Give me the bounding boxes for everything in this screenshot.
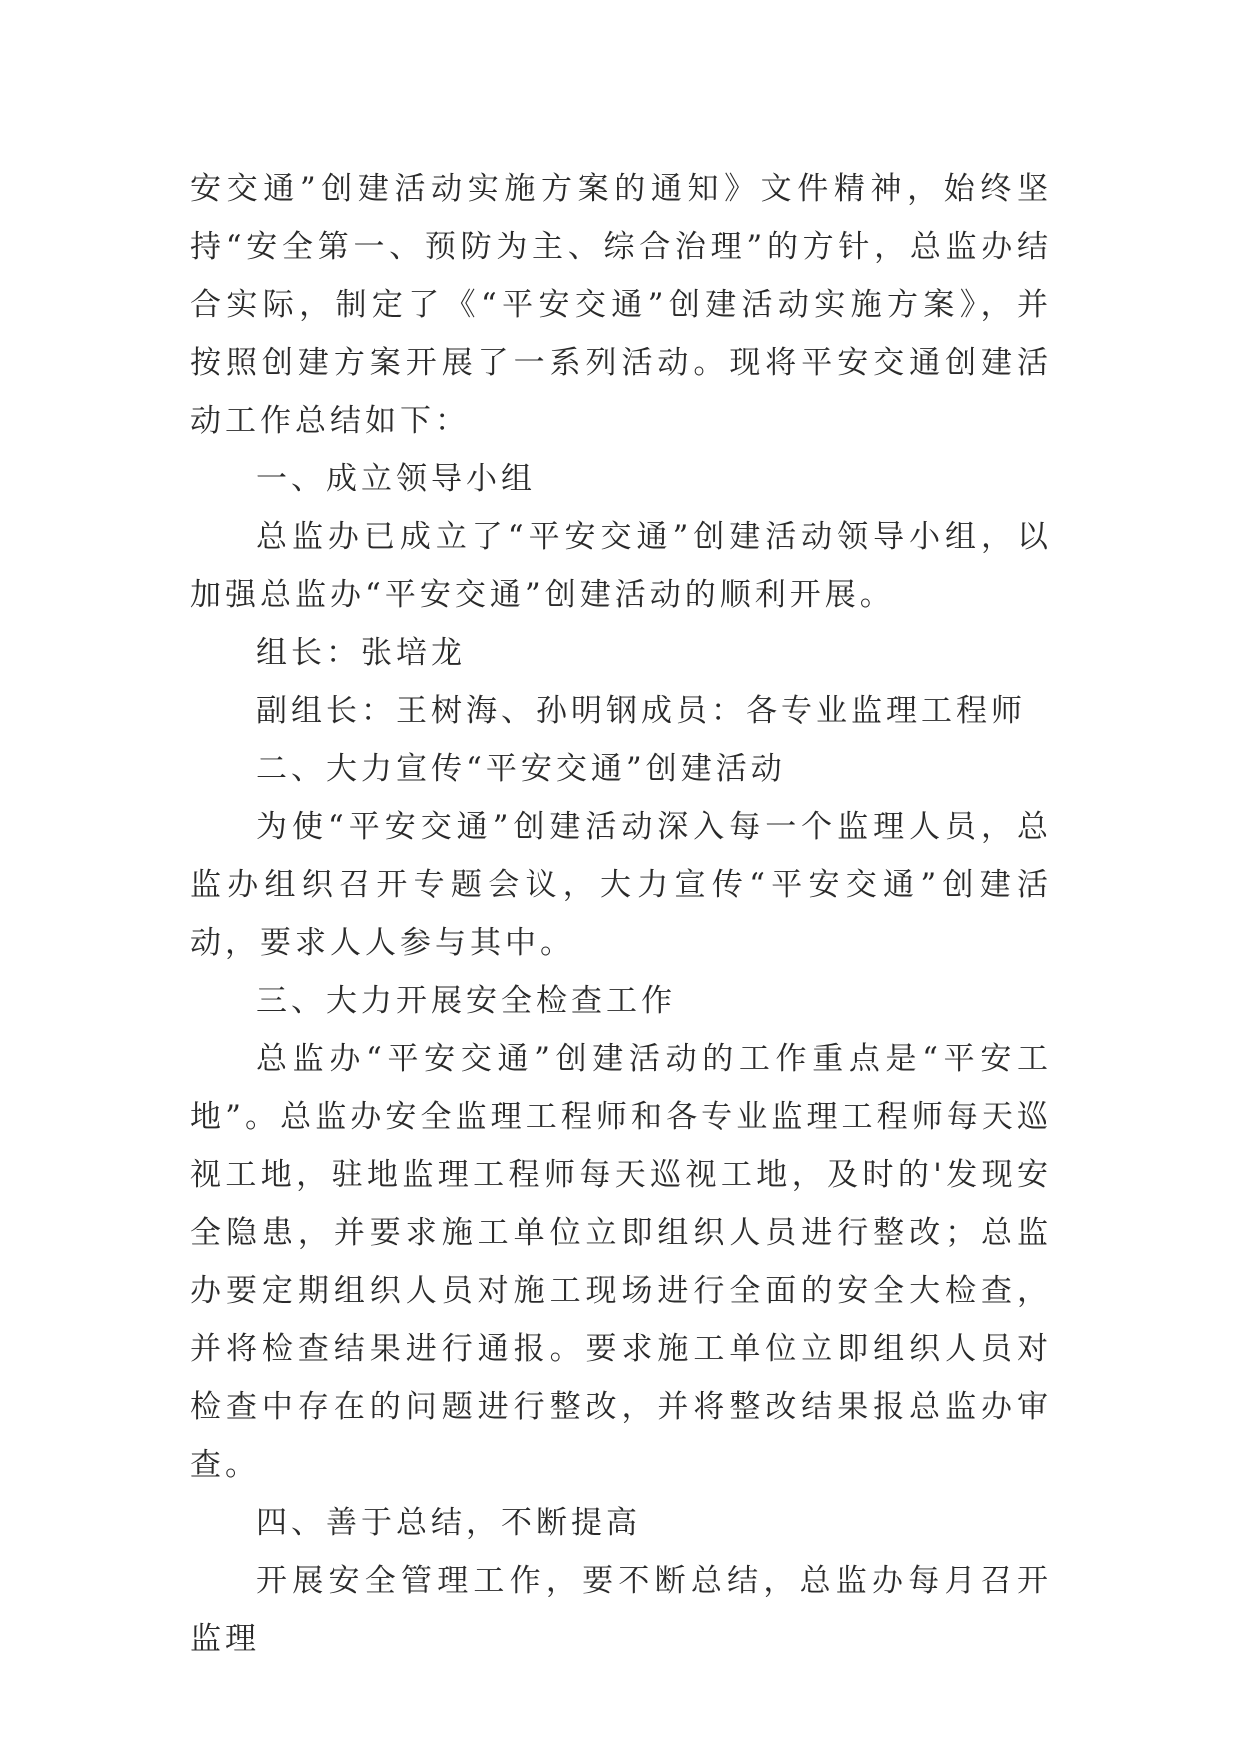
paragraph-section-3: 总监办“平安交通”创建活动的工作重点是“平安工地”。总监办安全监理工程师和各专业监理工程师每天巡视工地，驻地监理工程师每天巡视工地，及时的'发现安全隐患，并要求施工单位立即组织人员进行整改；总监办要定期组织人员对施工现场进行全面的安全大检查，并将检查结果进行通报。要求施工单位立即组织人员对检查中存在的问题进行整改，并将整改结果报总监办审查。 [190,1041,1052,1483]
heading-section-3: 三、大力开展安全检查工作 [256,983,676,1019]
paragraph-section-4: 开展安全管理工作，要不断总结，总监办每月召开监理 [190,1563,1052,1657]
document-body [190,160,1052,1668]
deputy-leader-line: 副组长：王树海、孙明钢成员：各专业监理工程师 [256,693,1026,729]
group-leader-line: 组长：张培龙 [256,635,466,671]
paragraph-section-2: 为使“平安交通”创建活动深入每一个监理人员，总监办组织召开专题会议，大力宣传“平安交通”创建活动，要求人人参与其中。 [190,809,1052,961]
heading-section-4: 四、善于总结，不断提高 [256,1505,641,1541]
heading-section-1: 一、成立领导小组 [256,461,536,497]
paragraph-intro-continued: 安交通”创建活动实施方案的通知》文件精神，始终坚持“安全第一、预防为主、综合治理”的方针，总监办结合实际，制定了《“平安交通”创建活动实施方案》，并按照创建方案开展了一系列活动。现将平安交通创建活动工作总结如下： [190,171,1052,439]
heading-section-2: 二、大力宣传“平安交通”创建活动 [256,751,786,787]
paragraph-section-1: 总监办已成立了“平安交通”创建活动领导小组，以加强总监办“平安交通”创建活动的顺利开展。 [190,519,1052,613]
